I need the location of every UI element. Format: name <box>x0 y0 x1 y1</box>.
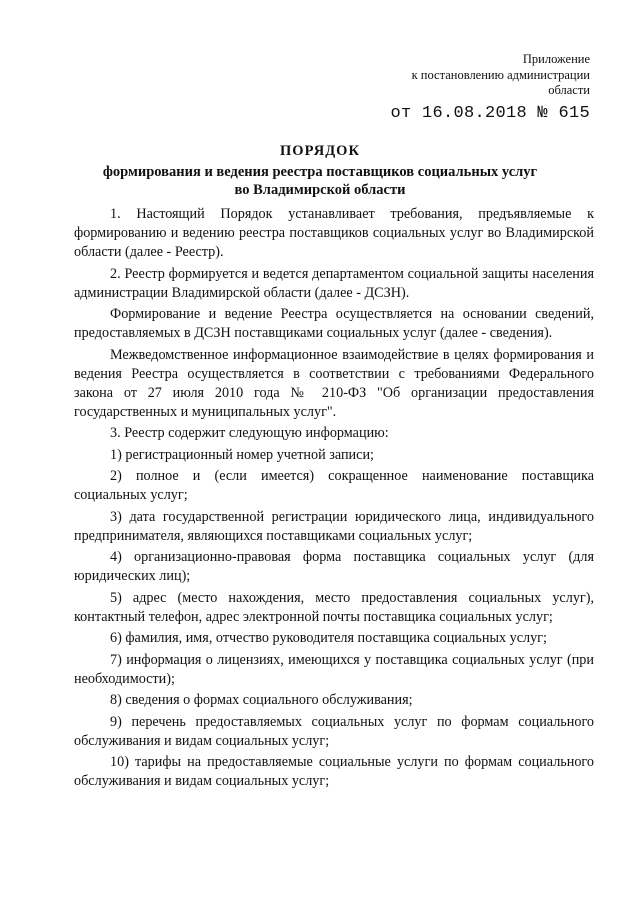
paragraph: Формирование и ведение Реестра осуществляется на основании сведений, предоставляемых в ДСЗН поставщиками социальных услуг (далее - сведения). <box>74 306 594 341</box>
paragraph: 2. Реестр формируется и ведется департаментом социальной защиты населения администрации Владимирской области (далее - ДСЗН). <box>74 265 594 301</box>
paragraph: 1) регистрационный номер учетной записи; <box>110 446 374 463</box>
appendix-header <box>390 52 590 125</box>
paragraph: 3. Реестр содержит следующую информацию: <box>110 425 389 441</box>
document-title <box>0 142 640 200</box>
paragraph: 9) перечень предоставляемых социальных услуг по формам социального обслуживания и видам социальных услуг; <box>74 713 594 749</box>
document-body <box>74 205 594 794</box>
paragraph: 7) информация о лицензиях, имеющихся у поставщика социальных услуг (при необходимости); <box>74 651 594 687</box>
paragraph: 3) дата государственной регистрации юридического лица, индивидуального предпринимателя, являющихся поставщиками социальных услуг; <box>74 508 594 544</box>
appendix-resolution-line: к постановлению администрации <box>411 67 590 82</box>
paragraph: 5) адрес (место нахождения, место предоставления социальных услуг), контактный телефон, адрес электронной почты поставщика социальных услуг; <box>74 589 594 625</box>
paragraph: 8) сведения о формах социального обслуживания; <box>110 692 413 708</box>
appendix-label: Приложение <box>522 52 590 66</box>
appendix-region-line: области <box>548 83 590 97</box>
title-line-3: во Владимирской области <box>234 182 406 198</box>
resolution-date-number: от 16.08.2018 № 615 <box>390 103 590 123</box>
paragraph: 10) тарифы на предоставляемые социальные услуги по формам социального обслуживания и видам социальных услуг; <box>74 754 594 789</box>
paragraph: 4) организационно-правовая форма поставщика социальных услуг (для юридических лиц); <box>74 549 594 584</box>
paragraph: 6) фамилия, имя, отчество руководителя поставщика социальных услуг; <box>110 630 547 646</box>
paragraph: 2) полное и (если имеется) сокращенное наименование поставщика социальных услуг; <box>74 468 594 503</box>
paragraph: Межведомственное информационное взаимодействие в целях формирования и ведения Реестра осуществляется в соответствии с требованиями Федерального закона от 27 июля 2010 года № 210-ФЗ "Об организации предоставления государственных и муниципальных услуг". <box>74 346 594 420</box>
title-line-1: ПОРЯДОК <box>280 143 360 159</box>
title-line-2: формирования и ведения реестра поставщиков социальных услуг <box>102 163 538 180</box>
paragraph: 1. Настоящий Порядок устанавливает требования, предъявляемые к формированию и ведению реестра поставщиков социальных услуг во Владимирской области (далее - Реестр). <box>74 206 594 260</box>
